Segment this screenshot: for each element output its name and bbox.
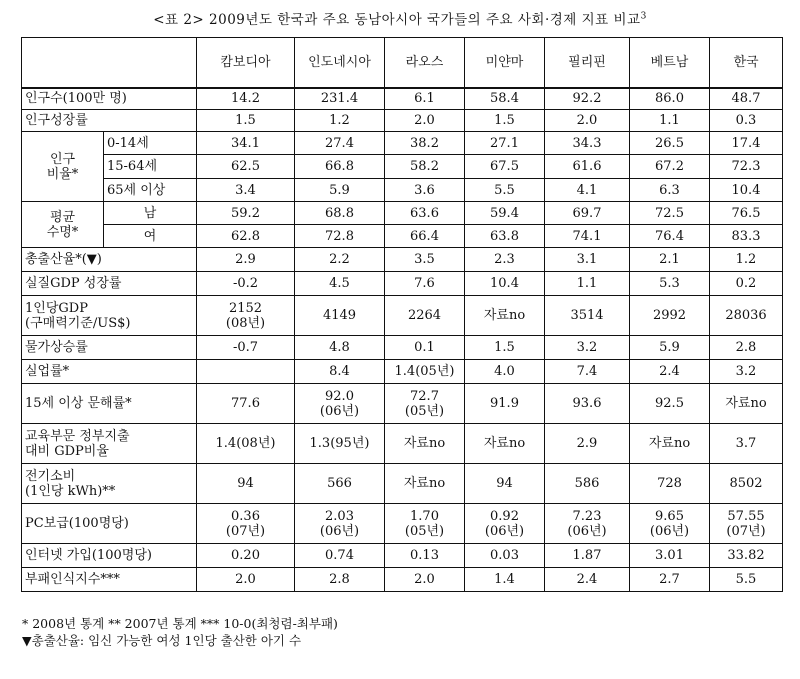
table-cell: 72.8 bbox=[295, 225, 385, 248]
row-label: 여 bbox=[104, 225, 197, 248]
table-cell: 1.87 bbox=[545, 544, 630, 568]
footnote-line: * 2008년 통계 ** 2007년 통계 *** 10-0(최청렴-최부패) bbox=[22, 616, 338, 631]
table-row bbox=[22, 155, 783, 179]
cell-note: (05년) bbox=[404, 523, 445, 539]
table-cell: 728 bbox=[630, 464, 710, 504]
col-header: 필리핀 bbox=[545, 38, 630, 88]
table-cell: 1.3(95년) bbox=[295, 424, 385, 464]
table-cell: 67.2 bbox=[630, 155, 710, 179]
table-cell bbox=[385, 384, 465, 424]
table-cell: 0.2 bbox=[710, 272, 783, 296]
cell-note: (06년) bbox=[567, 523, 607, 539]
row-label: PC보급(100명당) bbox=[22, 504, 197, 544]
header-row bbox=[22, 38, 783, 88]
table-cell bbox=[197, 360, 295, 384]
table-row bbox=[22, 568, 783, 592]
table-cell: 2.4 bbox=[545, 568, 630, 592]
table-cell: 92.2 bbox=[545, 88, 630, 110]
table-row bbox=[22, 132, 783, 155]
table-cell: 5.3 bbox=[630, 272, 710, 296]
table-cell: 2264 bbox=[385, 296, 465, 336]
cell-value: 0.92 bbox=[490, 508, 519, 524]
table-cell: 38.2 bbox=[385, 132, 465, 155]
row-label: 물가상승률 bbox=[22, 336, 197, 360]
table-cell: 0.3 bbox=[710, 110, 783, 132]
table-cell: 67.5 bbox=[465, 155, 545, 179]
table-cell: 4.1 bbox=[545, 179, 630, 202]
row-label-line: 대비 GDP비율 bbox=[25, 443, 109, 459]
table-cell: 62.8 bbox=[197, 225, 295, 248]
table-cell: 86.0 bbox=[630, 88, 710, 110]
table-cell: 2.9 bbox=[545, 424, 630, 464]
table-cell: 4.5 bbox=[295, 272, 385, 296]
table-cell: 자료no bbox=[465, 296, 545, 336]
table-cell: 26.5 bbox=[630, 132, 710, 155]
row-label bbox=[22, 464, 197, 504]
group-label-line: 비율* bbox=[46, 166, 79, 182]
table-cell: 1.5 bbox=[465, 336, 545, 360]
table-cell: 2.9 bbox=[197, 248, 295, 272]
cell-value: 0.36 bbox=[231, 508, 260, 524]
table-cell: 1.4(05년) bbox=[385, 360, 465, 384]
table-cell: 92.5 bbox=[630, 384, 710, 424]
table-row bbox=[22, 504, 783, 544]
table-cell: 91.9 bbox=[465, 384, 545, 424]
table-cell: 48.7 bbox=[710, 88, 783, 110]
table-cell: 2.0 bbox=[197, 568, 295, 592]
table-cell: 2.0 bbox=[385, 568, 465, 592]
table-cell: 자료no bbox=[710, 384, 783, 424]
group-label-line: 인구 bbox=[49, 151, 76, 167]
row-label: 총출산율*(▼) bbox=[22, 248, 197, 272]
table-cell: 94 bbox=[465, 464, 545, 504]
col-header: 한국 bbox=[710, 38, 783, 88]
table-title bbox=[0, 8, 800, 28]
table-cell: 3.5 bbox=[385, 248, 465, 272]
table-cell: 2.1 bbox=[630, 248, 710, 272]
table-row bbox=[22, 202, 783, 225]
row-label: 실업률* bbox=[22, 360, 197, 384]
table-row bbox=[22, 296, 783, 336]
cell-note: (05년) bbox=[404, 403, 445, 419]
cell-note: (06년) bbox=[484, 523, 525, 539]
table-cell: 72.3 bbox=[710, 155, 783, 179]
cell-note: (06년) bbox=[649, 523, 690, 539]
table-cell: 3.2 bbox=[710, 360, 783, 384]
row-label: 부패인식지수*** bbox=[22, 568, 197, 592]
row-label: 65세 이상 bbox=[104, 179, 197, 202]
table-cell: -0.7 bbox=[197, 336, 295, 360]
table-cell: 566 bbox=[295, 464, 385, 504]
col-header: 라오스 bbox=[385, 38, 465, 88]
table-cell: 2.8 bbox=[710, 336, 783, 360]
table-cell: 10.4 bbox=[465, 272, 545, 296]
table-cell: 2992 bbox=[630, 296, 710, 336]
table-cell: 5.9 bbox=[295, 179, 385, 202]
group-label-line: 평균 bbox=[49, 209, 76, 225]
table-cell: 8.4 bbox=[295, 360, 385, 384]
table-cell: 1.4(08년) bbox=[197, 424, 295, 464]
table-row bbox=[22, 110, 783, 132]
table-cell: 27.4 bbox=[295, 132, 385, 155]
table-cell: 14.2 bbox=[197, 88, 295, 110]
row-label: 인구수(100만 명) bbox=[22, 88, 197, 110]
col-header: 캄보디아 bbox=[197, 38, 295, 88]
row-label: 0-14세 bbox=[104, 132, 197, 155]
footnote-line: ▼총출산율: 임신 가능한 여성 1인당 출산한 아기 수 bbox=[22, 633, 302, 648]
group-label-line: 수명* bbox=[46, 224, 79, 240]
table-cell: 59.2 bbox=[197, 202, 295, 225]
table-cell: 0.13 bbox=[385, 544, 465, 568]
table-cell: 2.8 bbox=[295, 568, 385, 592]
table-row bbox=[22, 464, 783, 504]
table-cell: 2.0 bbox=[385, 110, 465, 132]
table-cell: 74.1 bbox=[545, 225, 630, 248]
table-row bbox=[22, 225, 783, 248]
table-cell: 1.2 bbox=[710, 248, 783, 272]
table-cell bbox=[545, 504, 630, 544]
table-cell: 33.82 bbox=[710, 544, 783, 568]
cell-value: 1.70 bbox=[410, 508, 439, 524]
table-cell: 68.8 bbox=[295, 202, 385, 225]
table-cell bbox=[295, 504, 385, 544]
table-row bbox=[22, 272, 783, 296]
table-cell: 5.9 bbox=[630, 336, 710, 360]
table-cell: 3.4 bbox=[197, 179, 295, 202]
table-row bbox=[22, 544, 783, 568]
table-cell: 1.5 bbox=[465, 110, 545, 132]
table-cell: 93.6 bbox=[545, 384, 630, 424]
row-label: 15세 이상 문해률* bbox=[22, 384, 197, 424]
table-cell: 62.5 bbox=[197, 155, 295, 179]
table-cell: 3.1 bbox=[545, 248, 630, 272]
table-cell: 17.4 bbox=[710, 132, 783, 155]
cell-value: 57.55 bbox=[727, 508, 765, 524]
table-cell bbox=[385, 504, 465, 544]
table-cell: 2.7 bbox=[630, 568, 710, 592]
header-empty-cell bbox=[22, 38, 197, 88]
table-cell: 77.6 bbox=[197, 384, 295, 424]
table-cell bbox=[295, 384, 385, 424]
row-label-line: 1인당GDP bbox=[25, 300, 88, 316]
table-cell: 34.3 bbox=[545, 132, 630, 155]
row-label: 남 bbox=[104, 202, 197, 225]
table-row bbox=[22, 248, 783, 272]
table-cell: 231.4 bbox=[295, 88, 385, 110]
col-header: 베트남 bbox=[630, 38, 710, 88]
row-label bbox=[22, 296, 197, 336]
table-cell: 3514 bbox=[545, 296, 630, 336]
row-label bbox=[22, 424, 197, 464]
table-cell: 72.5 bbox=[630, 202, 710, 225]
cell-value: 7.23 bbox=[572, 508, 602, 524]
row-label-line: 전기소비 bbox=[25, 468, 76, 484]
title-footnote-mark: 3 bbox=[640, 11, 647, 22]
table-cell: 자료no bbox=[385, 464, 465, 504]
row-group-label bbox=[22, 202, 104, 248]
table-cell: 63.8 bbox=[465, 225, 545, 248]
table-cell: 28036 bbox=[710, 296, 783, 336]
table-cell: 7.6 bbox=[385, 272, 465, 296]
table-title-text: <표 2> 2009년도 한국과 주요 동남아시아 국가들의 주요 사회·경제 지표 비교 bbox=[153, 12, 641, 28]
col-header: 인도네시아 bbox=[295, 38, 385, 88]
table-row bbox=[22, 179, 783, 202]
table-cell: 76.4 bbox=[630, 225, 710, 248]
table-cell: 자료no bbox=[385, 424, 465, 464]
cell-value: 72.7 bbox=[410, 388, 439, 404]
table-cell: 10.4 bbox=[710, 179, 783, 202]
table-cell: 4149 bbox=[295, 296, 385, 336]
row-label-line: 교육부문 정부지출 bbox=[25, 428, 130, 444]
table-cell: 자료no bbox=[465, 424, 545, 464]
table-cell: 0.74 bbox=[295, 544, 385, 568]
table-cell: 2.0 bbox=[545, 110, 630, 132]
table-cell: 76.5 bbox=[710, 202, 783, 225]
table-cell: 1.1 bbox=[630, 110, 710, 132]
row-label-line: (1인당 kWh)** bbox=[25, 483, 116, 499]
table-cell: 6.3 bbox=[630, 179, 710, 202]
cell-note: (06년) bbox=[319, 523, 360, 539]
table-row bbox=[22, 384, 783, 424]
table-cell: 2.4 bbox=[630, 360, 710, 384]
cell-note: (07년) bbox=[225, 523, 266, 539]
cell-note: (07년) bbox=[726, 523, 766, 539]
table-cell: 0.03 bbox=[465, 544, 545, 568]
row-label-line: (구매력기준/US$) bbox=[25, 315, 131, 331]
table-cell bbox=[465, 504, 545, 544]
cell-value: 9.65 bbox=[655, 508, 684, 524]
table-cell: 63.6 bbox=[385, 202, 465, 225]
table-cell: 5.5 bbox=[710, 568, 783, 592]
table-cell: 66.4 bbox=[385, 225, 465, 248]
table-cell: 자료no bbox=[630, 424, 710, 464]
row-group-label bbox=[22, 132, 104, 202]
table-cell bbox=[197, 296, 295, 336]
table-cell: 94 bbox=[197, 464, 295, 504]
table-cell: 34.1 bbox=[197, 132, 295, 155]
table-cell: 4.8 bbox=[295, 336, 385, 360]
cell-value: 92.0 bbox=[325, 388, 354, 404]
table-cell: 59.4 bbox=[465, 202, 545, 225]
table-row bbox=[22, 336, 783, 360]
table-cell: 61.6 bbox=[545, 155, 630, 179]
table-cell: 586 bbox=[545, 464, 630, 504]
table-cell: 58.4 bbox=[465, 88, 545, 110]
indicator-table bbox=[21, 37, 783, 592]
table-cell: 6.1 bbox=[385, 88, 465, 110]
table-cell: -0.2 bbox=[197, 272, 295, 296]
table-cell: 0.20 bbox=[197, 544, 295, 568]
table-cell bbox=[630, 504, 710, 544]
table-cell bbox=[710, 504, 783, 544]
row-label: 인구성장률 bbox=[22, 110, 197, 132]
table-cell: 1.5 bbox=[197, 110, 295, 132]
table-row bbox=[22, 88, 783, 110]
table-cell: 8502 bbox=[710, 464, 783, 504]
table-cell: 58.2 bbox=[385, 155, 465, 179]
cell-note: (08년) bbox=[225, 315, 266, 331]
table-cell: 0.1 bbox=[385, 336, 465, 360]
table-cell: 69.7 bbox=[545, 202, 630, 225]
row-label: 인터넷 가입(100명당) bbox=[22, 544, 197, 568]
footnotes bbox=[22, 615, 338, 649]
col-header: 미얀마 bbox=[465, 38, 545, 88]
table-cell: 1.1 bbox=[545, 272, 630, 296]
table-row bbox=[22, 424, 783, 464]
row-label: 15-64세 bbox=[104, 155, 197, 179]
table-row bbox=[22, 360, 783, 384]
table-cell: 5.5 bbox=[465, 179, 545, 202]
table-cell: 66.8 bbox=[295, 155, 385, 179]
table-cell: 2.3 bbox=[465, 248, 545, 272]
table-cell: 3.01 bbox=[630, 544, 710, 568]
table-cell: 7.4 bbox=[545, 360, 630, 384]
table-cell: 3.6 bbox=[385, 179, 465, 202]
cell-value: 2152 bbox=[228, 300, 263, 316]
table-cell: 3.7 bbox=[710, 424, 783, 464]
row-label: 실질GDP 성장률 bbox=[22, 272, 197, 296]
cell-note: (06년) bbox=[319, 403, 360, 419]
table-cell: 1.2 bbox=[295, 110, 385, 132]
table-cell: 4.0 bbox=[465, 360, 545, 384]
table-cell bbox=[197, 504, 295, 544]
table-cell: 2.2 bbox=[295, 248, 385, 272]
cell-value: 2.03 bbox=[325, 508, 354, 524]
table-cell: 3.2 bbox=[545, 336, 630, 360]
table-cell: 27.1 bbox=[465, 132, 545, 155]
table-cell: 1.4 bbox=[465, 568, 545, 592]
table-cell: 83.3 bbox=[710, 225, 783, 248]
